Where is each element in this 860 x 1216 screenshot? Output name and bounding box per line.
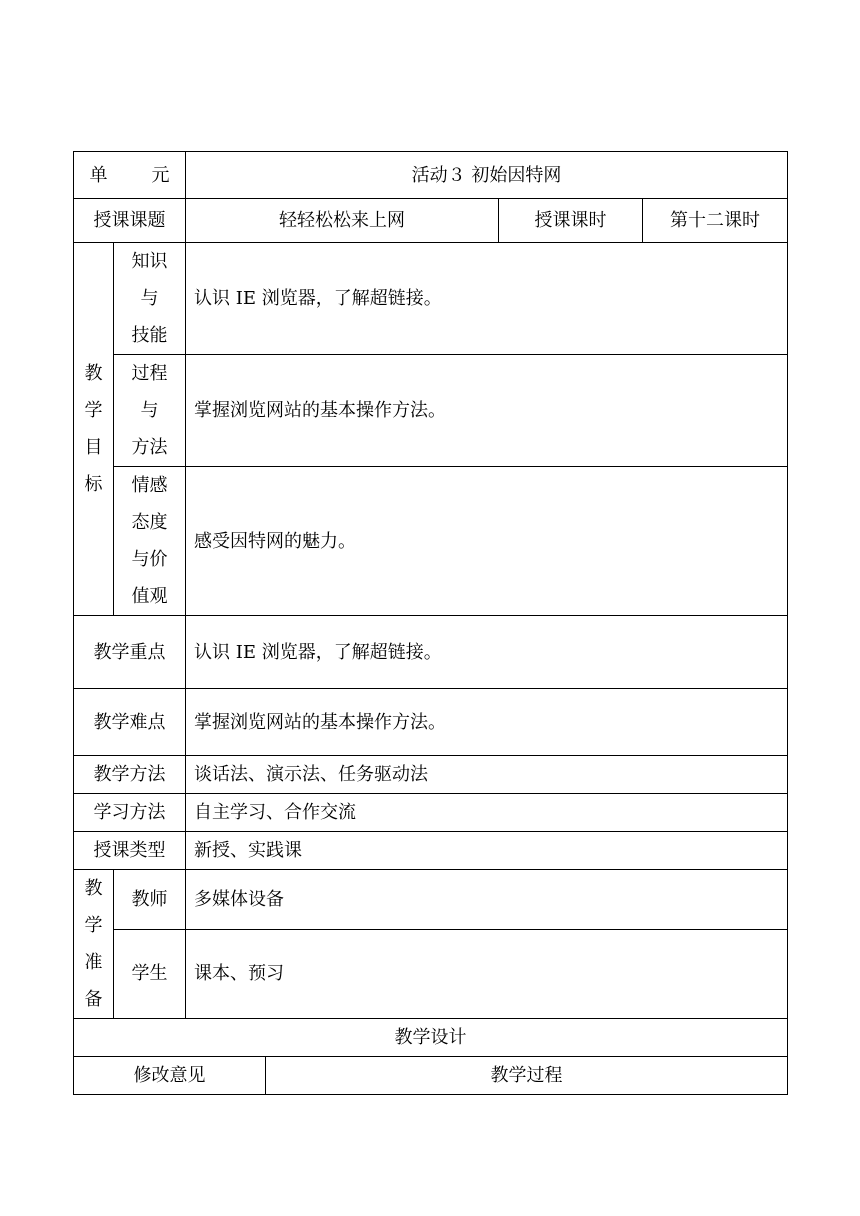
teacher-prep-value: 多媒体设备 xyxy=(186,870,788,930)
learning-method-row xyxy=(74,794,788,832)
lesson-type-label: 授课类型 xyxy=(74,832,186,870)
difficulty-row xyxy=(74,689,788,756)
objective-content-process: 掌握浏览网站的基本操作方法。 xyxy=(186,355,788,467)
sub-label-line: 技能 xyxy=(131,325,168,346)
sub-label-line: 过程 xyxy=(131,363,168,384)
topic-label: 授课课题 xyxy=(74,199,186,243)
period-label: 授课课时 xyxy=(499,199,643,243)
preparation-label-char: 教 xyxy=(84,878,103,899)
sub-label-line: 知识 xyxy=(131,251,168,272)
sub-label-line: 与 xyxy=(140,400,159,421)
unit-label xyxy=(74,152,186,199)
teaching-method-row xyxy=(74,756,788,794)
sub-label-line: 与 xyxy=(140,288,159,309)
topic-row xyxy=(74,199,788,243)
unit-value: 活动３ 初始因特网 xyxy=(186,152,788,199)
process-header-row xyxy=(74,1057,788,1095)
objectives-label-char: 教 xyxy=(84,363,103,384)
learning-method-value: 自主学习、合作交流 xyxy=(186,794,788,832)
unit-row xyxy=(74,152,788,199)
topic-value: 轻轻松松来上网 xyxy=(186,199,499,243)
preparation-label-char: 准 xyxy=(84,952,103,973)
sub-label-line: 方法 xyxy=(131,437,168,458)
key-point-row xyxy=(74,616,788,689)
objectives-label-char: 标 xyxy=(84,474,103,495)
learning-method-label: 学习方法 xyxy=(74,794,186,832)
unit-label-char-1: 单 xyxy=(89,164,108,186)
objectives-label-char: 学 xyxy=(84,400,103,421)
sub-label-line: 与价 xyxy=(131,549,168,570)
sub-label-line: 情感 xyxy=(131,475,168,496)
teaching-method-label: 教学方法 xyxy=(74,756,186,794)
objective-sub-label-emotion xyxy=(114,467,186,616)
student-prep-label: 学生 xyxy=(114,929,186,1018)
process-label: 教学过程 xyxy=(266,1057,788,1095)
objective-sub-label-knowledge xyxy=(114,243,186,355)
revision-label: 修改意见 xyxy=(74,1057,266,1095)
key-point-label: 教学重点 xyxy=(74,616,186,689)
teacher-prep-label: 教师 xyxy=(114,870,186,930)
student-prep-value: 课本、预习 xyxy=(186,929,788,1018)
preparation-label-char: 备 xyxy=(84,989,103,1010)
lesson-type-value: 新授、实践课 xyxy=(186,832,788,870)
lesson-plan-table xyxy=(73,151,788,1095)
objective-row-knowledge xyxy=(74,243,788,355)
teacher-prep-row xyxy=(74,870,788,930)
objective-row-emotion xyxy=(74,467,788,616)
objective-content-knowledge: 认识 IE 浏览器，了解超链接。 xyxy=(186,243,788,355)
objectives-label xyxy=(74,243,114,616)
period-value: 第十二课时 xyxy=(643,199,788,243)
teaching-method-value: 谈话法、演示法、任务驱动法 xyxy=(186,756,788,794)
sub-label-line: 值观 xyxy=(131,586,168,607)
sub-label-line: 态度 xyxy=(131,512,168,533)
key-point-value: 认识 IE 浏览器，了解超链接。 xyxy=(186,616,788,689)
difficulty-value: 掌握浏览网站的基本操作方法。 xyxy=(186,689,788,756)
preparation-label-char: 学 xyxy=(84,915,103,936)
preparation-label xyxy=(74,870,114,1019)
lesson-type-row xyxy=(74,832,788,870)
objectives-label-char: 目 xyxy=(84,437,103,458)
difficulty-label: 教学难点 xyxy=(74,689,186,756)
objective-row-process xyxy=(74,355,788,467)
student-prep-row xyxy=(74,929,788,1018)
design-header-row xyxy=(74,1019,788,1057)
design-header: 教学设计 xyxy=(74,1019,788,1057)
objective-sub-label-process xyxy=(114,355,186,467)
objective-content-emotion: 感受因特网的魅力。 xyxy=(186,467,788,616)
unit-label-char-2: 元 xyxy=(151,164,170,186)
